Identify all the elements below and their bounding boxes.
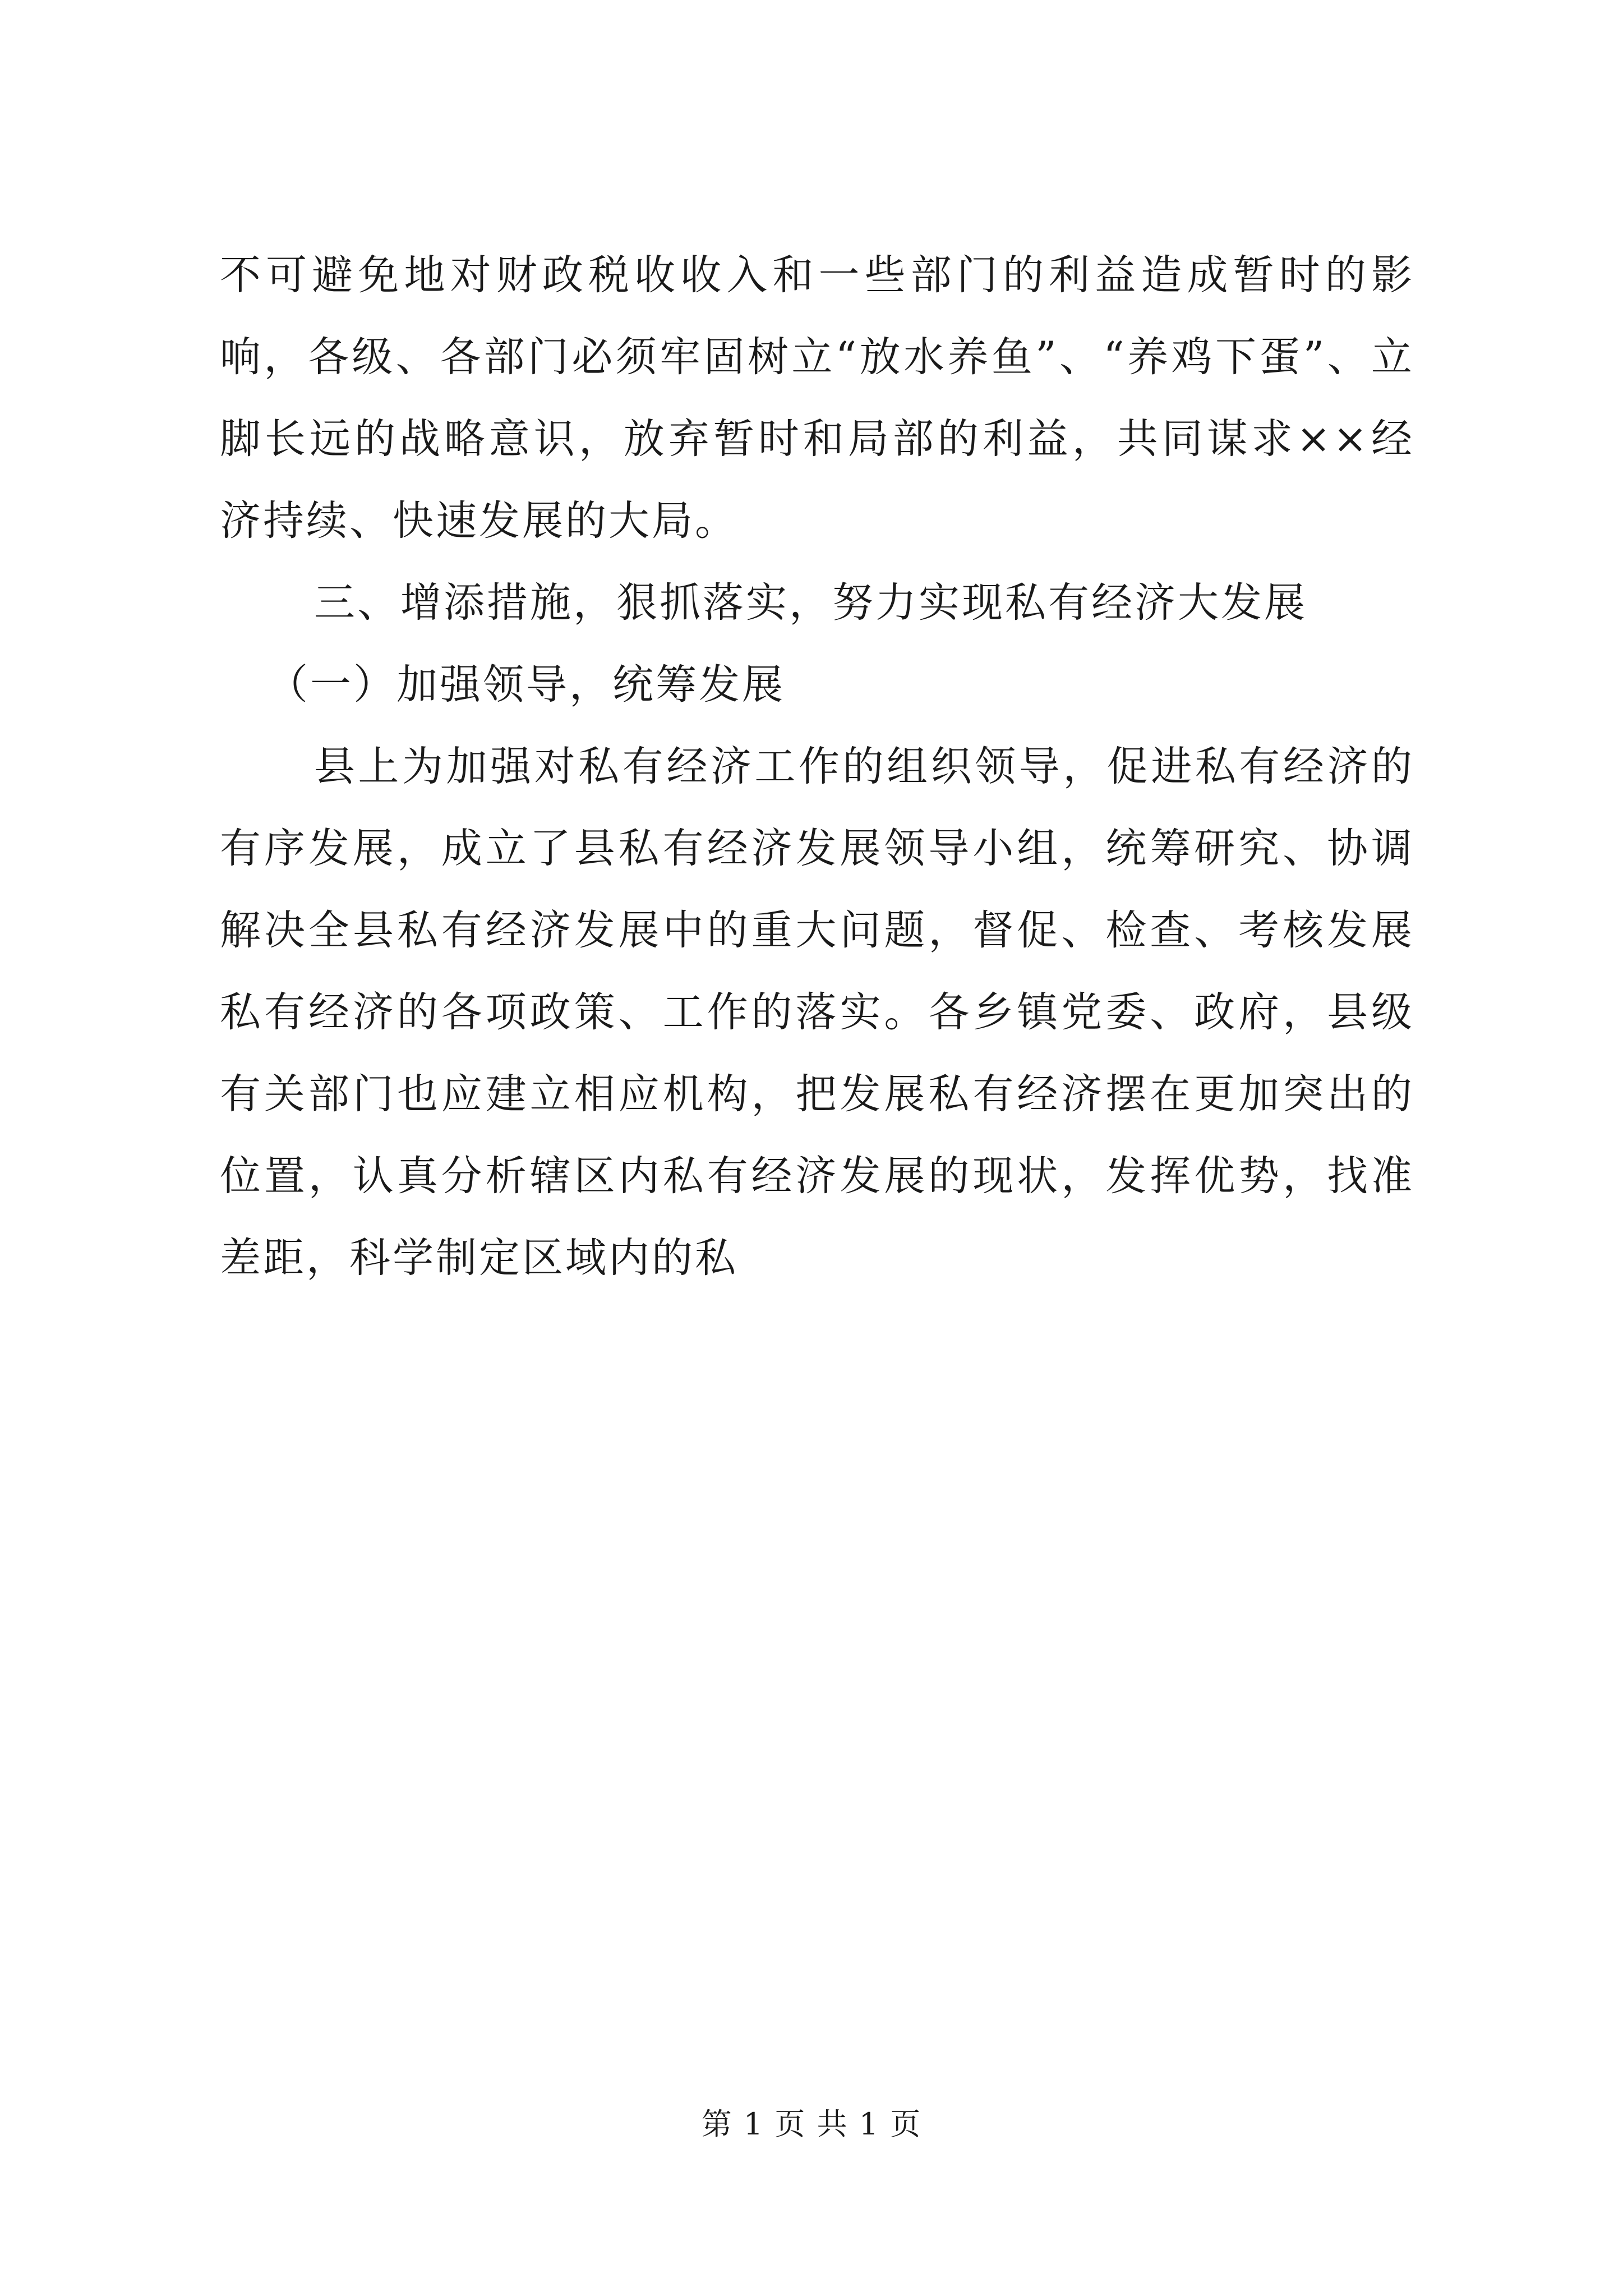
page-footer: 第 1 页 共 1 页 (701, 2106, 922, 2142)
paragraph-body: 县上为加强对私有经济工作的组织领导，促进私有经济的有序发展，成立了县私有经济发展领导小组，统筹研究、协调解决全县私有经济发展中的重大问题，督促、检查、考核发展私有经济的各项政策、工作的落实。各乡镇党委、政府，县级有关部门也应建立相应机构，把发展私有经济摆在更加突出的位置，认真分析辖区内私有经济发展的现状，发挥优势，找准差距，科学制定区域内的私 (220, 743, 1414, 1282)
document-body (220, 234, 1414, 1299)
subsection-heading: （一）加强领导，统筹发展 (267, 661, 785, 708)
paragraph-continuation: 不可避免地对财政税收收入和一些部门的利益造成暂时的影响，各级、各部门必须牢固树立“放水养鱼”、“养鸡下蛋”、立脚长远的战略意识，放弃暂时和局部的利益，共同谋求××经济持续、快速发展的大局。 (220, 251, 1414, 545)
section-heading: 三、增添措施，狠抓落实，努力实现私有经济大发展 (314, 579, 1307, 627)
